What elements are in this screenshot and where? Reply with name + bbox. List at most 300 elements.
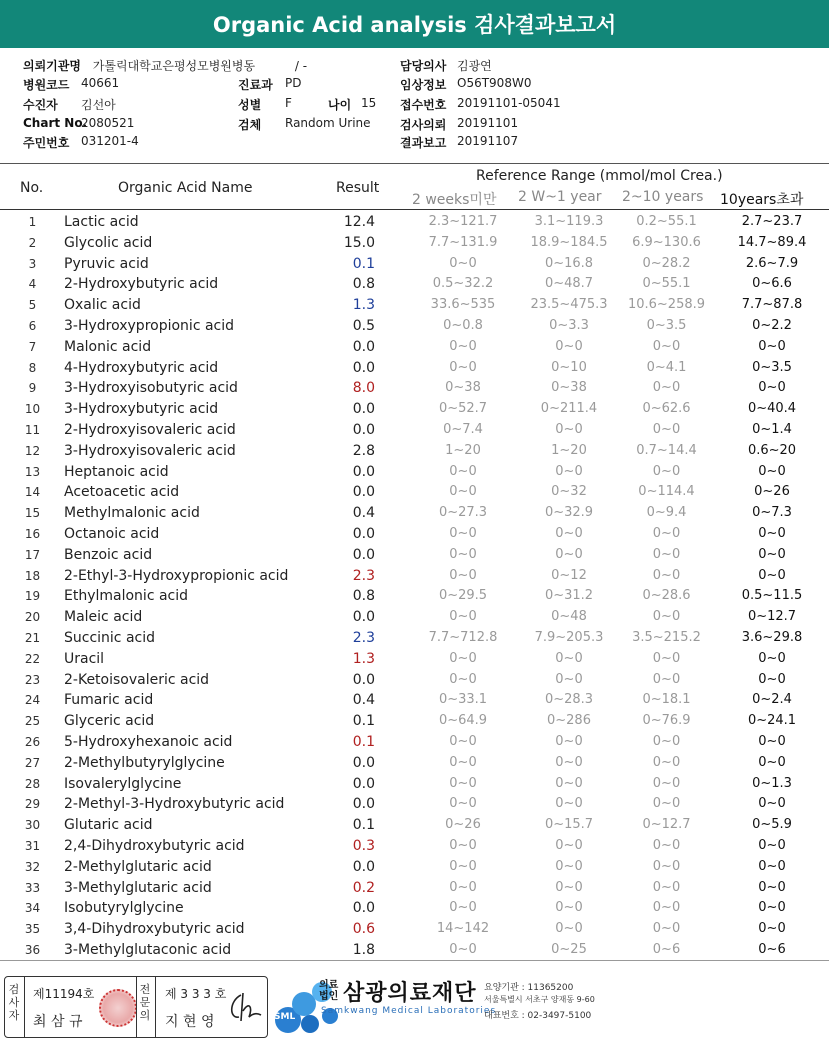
row-number: 9 xyxy=(28,381,37,396)
ref-range-2w-1y: 0~0 xyxy=(555,525,583,541)
ref-range-over-10y: 0~6.6 xyxy=(752,276,792,292)
table-bottom-divider xyxy=(0,960,829,961)
ref-range-under-2-weeks: 33.6~535 xyxy=(430,297,496,313)
acid-name: Oxalic acid xyxy=(64,297,141,314)
report-row xyxy=(400,134,519,151)
sml-logo-abbr: SML xyxy=(274,1012,296,1022)
acid-name: 3-Hydroxyisovaleric acid xyxy=(64,442,236,459)
ref-range-over-10y: 0~5.9 xyxy=(752,817,792,833)
row-number: 32 xyxy=(24,859,41,874)
ref-range-2-10y: 0~0 xyxy=(652,546,681,562)
ref-range-over-10y: 0~0 xyxy=(758,671,786,687)
result-value: 15.0 xyxy=(343,234,375,251)
ref-range-2w-1y: 0~0 xyxy=(555,879,583,895)
col-result-header: Result xyxy=(336,180,380,196)
ref-range-2-10y: 0~0 xyxy=(652,858,681,874)
ref-range-under-2-weeks: 0~33.1 xyxy=(438,692,488,708)
ref-range-2w-1y: 23.5~475.3 xyxy=(530,297,608,313)
table-row xyxy=(0,898,829,919)
ref-range-over-10y: 0~3.5 xyxy=(752,359,792,375)
result-value: 2.8 xyxy=(352,442,375,459)
result-value: 0.0 xyxy=(352,754,375,771)
table-row xyxy=(0,212,829,233)
table-row xyxy=(0,690,829,711)
ref-range-under-2-weeks: 0~26 xyxy=(445,817,481,833)
receipt-value: 20191101-05041 xyxy=(457,96,561,110)
acid-name: 3,4-Dihydroxybutyric acid xyxy=(64,921,245,938)
ref-range-2w-1y: 0~0 xyxy=(555,338,583,354)
ref-range-2w-1y: 18.9~184.5 xyxy=(530,234,608,250)
ref-range-over-10y: 0~0 xyxy=(758,567,786,583)
ref-range-under-2-weeks: 0~0 xyxy=(449,546,477,562)
row-number: 24 xyxy=(24,693,41,708)
ref-col-1-header: 2 weeks미만 xyxy=(412,192,497,208)
row-number: 15 xyxy=(24,506,41,521)
acid-name: Malonic acid xyxy=(64,338,152,355)
row-number: 29 xyxy=(24,797,41,812)
ref-col-2-header: 2 W~1 year xyxy=(518,189,602,205)
ref-range-under-2-weeks: 7.7~131.9 xyxy=(428,234,498,250)
ref-range-2w-1y: 0~0 xyxy=(555,733,583,749)
ref-range-2-10y: 0~0 xyxy=(652,879,681,895)
ref-range-under-2-weeks: 0~0 xyxy=(449,796,477,812)
acid-name: 2,4-Dihydroxybutyric acid xyxy=(64,837,245,854)
ref-range-2-10y: 0.2~55.1 xyxy=(636,214,697,229)
ref-range-over-10y: 0~0 xyxy=(758,338,786,354)
table-row xyxy=(0,274,829,295)
row-number: 26 xyxy=(24,734,41,749)
row-number: 30 xyxy=(24,818,41,833)
ref-range-over-10y: 0~0 xyxy=(758,900,786,916)
clinical-label: 임상정보 xyxy=(400,78,447,92)
table-row xyxy=(0,857,829,878)
ref-range-2-10y: 0~0 xyxy=(652,525,681,541)
ref-range-under-2-weeks: 0~0 xyxy=(449,484,477,500)
tester-id: 제11194호 xyxy=(33,987,95,1001)
table-row xyxy=(0,753,829,774)
ref-range-2-10y: 0~28.6 xyxy=(642,588,691,604)
table-row xyxy=(0,566,829,587)
ref-range-2-10y: 0~6 xyxy=(652,941,681,957)
row-number: 33 xyxy=(24,880,41,895)
header-divider xyxy=(0,163,829,164)
ref-range-over-10y: 0~0 xyxy=(758,796,786,812)
ref-range-under-2-weeks: 0~0 xyxy=(449,858,477,874)
ref-range-2w-1y: 0~0 xyxy=(555,650,583,666)
row-number: 14 xyxy=(24,485,41,500)
ref-range-2w-1y: 0~32.9 xyxy=(544,505,594,521)
table-row xyxy=(0,919,829,940)
tester-seal-icon xyxy=(99,989,137,1027)
ref-range-over-10y: 0~0 xyxy=(758,754,786,770)
tester-name: 최 삼 규 xyxy=(33,1014,83,1030)
chart-no-row xyxy=(23,116,135,130)
acid-name: 2-Ethyl-3-Hydroxypropionic acid xyxy=(64,567,289,584)
ref-range-2-10y: 0~12.7 xyxy=(642,817,691,833)
ref-range-2w-1y: 0~38 xyxy=(551,380,587,396)
ref-range-2-10y: 0~0 xyxy=(652,775,681,791)
tester-divider xyxy=(24,977,25,1037)
result-value: 1.3 xyxy=(352,297,375,314)
row-number: 20 xyxy=(24,610,41,625)
ref-col-3-header: 2~10 years xyxy=(622,189,704,205)
table-row xyxy=(0,836,829,857)
result-value: 0.0 xyxy=(352,858,375,875)
sex-label: 성별 xyxy=(238,98,262,112)
ref-range-2w-1y: 0~0 xyxy=(555,421,583,437)
result-value: 0.0 xyxy=(352,546,375,563)
col-name-header: Organic Acid Name xyxy=(118,180,253,196)
acid-name: Heptanoic acid xyxy=(64,463,169,480)
table-row xyxy=(0,607,829,628)
result-value: 0.5 xyxy=(352,317,375,334)
chart-no-value: 2080521 xyxy=(81,116,135,130)
table-row xyxy=(0,378,829,399)
ref-range-over-10y: 0~0 xyxy=(758,650,786,666)
ref-range-2-10y: 0~0 xyxy=(652,650,681,666)
result-value: 0.0 xyxy=(352,359,375,376)
ref-range-2-10y: 0~18.1 xyxy=(642,692,691,708)
specimen-row xyxy=(238,116,371,133)
row-number: 1 xyxy=(28,215,37,229)
acid-name: Benzoic acid xyxy=(64,546,153,563)
specialist-id: 제 3 3 3 호 xyxy=(165,987,227,1001)
org-english-name: Samkwang Medical Laboratories xyxy=(321,1006,497,1016)
table-row xyxy=(0,441,829,462)
acid-name: 2-Hydroxyisovaleric acid xyxy=(64,421,236,438)
ref-range-2w-1y: 0~0 xyxy=(555,858,583,874)
dept-value: PD xyxy=(285,76,302,90)
acid-name: 3-Hydroxypropionic acid xyxy=(64,317,235,334)
table-row xyxy=(0,670,829,691)
result-value: 0.0 xyxy=(352,525,375,542)
ref-range-2-10y: 0~4.1 xyxy=(646,359,687,375)
ref-range-under-2-weeks: 0~0 xyxy=(449,255,477,271)
acid-name: Maleic acid xyxy=(64,609,143,626)
table-row xyxy=(0,815,829,836)
ref-range-2-10y: 6.9~130.6 xyxy=(632,234,701,250)
ref-range-over-10y: 0~0 xyxy=(758,546,786,562)
acid-name: Octanoic acid xyxy=(64,525,160,542)
column-header-divider xyxy=(0,209,829,210)
age-label: 나이 xyxy=(328,98,352,112)
acid-name: Glutaric acid xyxy=(64,817,153,834)
ref-range-2-10y: 0~76.9 xyxy=(642,713,691,729)
ref-range-under-2-weeks: 0~0 xyxy=(449,671,477,687)
acid-name: Pyruvic acid xyxy=(64,255,149,272)
acid-name: 2-Methylglutaric acid xyxy=(64,858,212,875)
table-row xyxy=(0,503,829,524)
row-number: 35 xyxy=(24,922,41,937)
result-value: 1.8 xyxy=(352,941,375,958)
ref-range-2w-1y: 0~0 xyxy=(555,837,583,853)
result-value: 0.0 xyxy=(352,775,375,792)
ref-range-2-10y: 0~0 xyxy=(652,338,681,354)
result-value: 0.4 xyxy=(352,692,375,709)
row-number: 27 xyxy=(24,755,41,770)
acid-name: Methylmalonic acid xyxy=(64,505,200,522)
result-value: 0.0 xyxy=(352,609,375,626)
org-prefix: 의료법인 xyxy=(319,980,339,1002)
acid-name: 3-Hydroxyisobutyric acid xyxy=(64,380,238,397)
dept-row xyxy=(238,76,302,93)
id-row xyxy=(23,134,139,151)
ref-range-2w-1y: 0~0 xyxy=(555,796,583,812)
results-table xyxy=(0,212,829,961)
collector-value: 김선아 xyxy=(81,98,116,112)
table-row xyxy=(0,649,829,670)
ref-range-under-2-weeks: 0~0 xyxy=(449,609,477,625)
ref-range-over-10y: 0~0 xyxy=(758,733,786,749)
ref-range-under-2-weeks: 0~0 xyxy=(449,338,477,354)
ref-range-2-10y: 0~0 xyxy=(652,463,681,479)
ref-range-over-10y: 0~0 xyxy=(758,879,786,895)
table-row xyxy=(0,399,829,420)
row-number: 3 xyxy=(28,256,37,271)
ref-range-over-10y: 0~0 xyxy=(758,380,786,396)
ref-range-under-2-weeks: 0~0 xyxy=(449,900,477,916)
row-number: 18 xyxy=(24,568,41,583)
ref-range-under-2-weeks: 0~0 xyxy=(449,837,477,853)
table-row xyxy=(0,711,829,732)
acid-name: Isobutyrylglycine xyxy=(64,900,184,917)
result-value: 0.1 xyxy=(352,817,375,834)
ref-range-2-10y: 0~0 xyxy=(652,671,681,687)
table-row xyxy=(0,794,829,815)
ref-range-under-2-weeks: 0~0 xyxy=(449,733,477,749)
sex-value: F xyxy=(285,96,292,110)
institution-row xyxy=(23,57,307,74)
ref-range-2-10y: 0~114.4 xyxy=(638,484,695,500)
table-row xyxy=(0,233,829,254)
result-value: 0.0 xyxy=(352,900,375,917)
row-number: 23 xyxy=(24,672,41,687)
table-row xyxy=(0,774,829,795)
ref-range-2w-1y: 0~28.3 xyxy=(544,692,594,708)
ref-range-2-10y: 0~55.1 xyxy=(642,276,691,292)
result-value: 1.3 xyxy=(352,650,375,667)
ref-col-4-header: 10years초과 xyxy=(720,192,804,208)
result-value: 0.1 xyxy=(352,255,375,272)
ref-range-2w-1y: 0~211.4 xyxy=(540,401,598,417)
result-value: 2.3 xyxy=(352,629,375,646)
table-row xyxy=(0,254,829,275)
institution-code: 요양기관 : 11365200 xyxy=(484,983,574,993)
result-value: 0.1 xyxy=(352,733,375,750)
row-number: 21 xyxy=(24,630,41,645)
org-phone: 대표번호 : 02-3497-5100 xyxy=(484,1011,592,1021)
ref-range-2w-1y: 3.1~119.3 xyxy=(534,214,604,229)
specialist-name: 지 현 영 xyxy=(165,1014,215,1030)
ref-range-2-10y: 0~28.2 xyxy=(642,255,691,271)
row-number: 34 xyxy=(24,901,41,916)
ref-range-over-10y: 0~2.4 xyxy=(752,692,792,708)
ref-range-2-10y: 0~0 xyxy=(652,754,681,770)
ref-range-2w-1y: 0~10 xyxy=(551,359,587,375)
ref-range-2-10y: 0.7~14.4 xyxy=(636,442,697,458)
tester-label-text: 검사자 xyxy=(8,983,20,1022)
ref-range-under-2-weeks: 0~0 xyxy=(449,754,477,770)
ref-range-2w-1y: 0~48.7 xyxy=(544,276,594,292)
acid-name: Glycolic acid xyxy=(64,234,153,251)
ref-range-2-10y: 0~0 xyxy=(652,921,681,937)
ref-range-2w-1y: 0~286 xyxy=(547,713,591,729)
ref-range-over-10y: 0~0 xyxy=(758,463,786,479)
acid-name: 2-Ketoisovaleric acid xyxy=(64,671,210,688)
result-value: 0.0 xyxy=(352,338,375,355)
ref-range-under-2-weeks: 0~0 xyxy=(449,879,477,895)
table-row xyxy=(0,358,829,379)
acid-name: 3-Hydroxybutyric acid xyxy=(64,401,219,418)
ref-range-under-2-weeks: 0~0 xyxy=(449,463,477,479)
ref-range-under-2-weeks: 0~0 xyxy=(449,941,477,957)
row-number: 19 xyxy=(24,589,41,604)
row-number: 2 xyxy=(28,235,37,250)
row-number: 28 xyxy=(24,776,41,791)
ref-range-over-10y: 2.6~7.9 xyxy=(745,255,799,271)
table-row xyxy=(0,316,829,337)
ref-range-2-10y: 0~0 xyxy=(652,900,681,916)
ref-range-2w-1y: 0~25 xyxy=(551,941,587,957)
ref-range-over-10y: 0~1.4 xyxy=(752,421,792,437)
result-value: 0.8 xyxy=(352,276,375,293)
request-label: 검사의뢰 xyxy=(400,118,447,132)
acid-name: Fumaric acid xyxy=(64,692,154,709)
id-label: 주민번호 xyxy=(23,136,70,150)
ref-range-2w-1y: 0~15.7 xyxy=(544,817,594,833)
acid-name: 3-Methylglutaric acid xyxy=(64,879,212,896)
result-value: 2.3 xyxy=(352,567,375,584)
institution-label: 의뢰기관명 xyxy=(23,59,81,73)
collector-label: 수진자 xyxy=(23,98,58,112)
ref-range-2w-1y: 0~32 xyxy=(551,484,587,500)
table-row xyxy=(0,295,829,316)
receipt-row xyxy=(400,96,561,113)
receipt-label: 접수번호 xyxy=(400,98,447,112)
report-value: 20191107 xyxy=(457,134,519,148)
row-number: 16 xyxy=(24,526,41,541)
ref-range-2-10y: 0~0 xyxy=(652,567,681,583)
ref-range-under-2-weeks: 0~64.9 xyxy=(438,713,488,729)
ref-range-over-10y: 0.5~11.5 xyxy=(741,588,803,604)
ref-range-under-2-weeks: 0~27.3 xyxy=(438,505,488,521)
ref-range-2w-1y: 7.9~205.3 xyxy=(534,629,604,645)
ref-range-2w-1y: 0~0 xyxy=(555,775,583,791)
row-number: 31 xyxy=(24,838,41,853)
ref-range-under-2-weeks: 7.7~712.8 xyxy=(428,629,498,645)
acid-name: Ethylmalonic acid xyxy=(64,588,189,605)
ref-range-under-2-weeks: 1~20 xyxy=(445,442,481,458)
specimen-value: Random Urine xyxy=(285,116,371,130)
ref-range-2w-1y: 0~16.8 xyxy=(544,255,594,271)
doctor-row xyxy=(400,57,492,74)
ref-range-over-10y: 14.7~89.4 xyxy=(737,234,807,250)
result-value: 0.0 xyxy=(352,484,375,501)
dept-label: 진료과 xyxy=(238,78,273,92)
table-row xyxy=(0,420,829,441)
report-title: Organic Acid analysis 검사결과보고서 xyxy=(0,0,829,48)
doctor-value: 김광연 xyxy=(457,59,492,73)
col-no-header: No. xyxy=(20,180,44,196)
row-number: 36 xyxy=(24,942,41,957)
acid-name: 3-Methylglutaconic acid xyxy=(64,941,232,958)
ref-range-over-10y: 0~26 xyxy=(754,484,790,500)
specialist-divider-right xyxy=(155,977,156,1037)
specimen-label: 검체 xyxy=(238,118,262,132)
result-value: 0.8 xyxy=(352,588,375,605)
chart-no-label: Chart No. xyxy=(23,116,88,130)
ref-range-2-10y: 0~62.6 xyxy=(642,401,691,417)
result-value: 0.2 xyxy=(352,879,375,896)
acid-name: 5-Hydroxyhexanoic acid xyxy=(64,733,233,750)
org-name: 삼광의료재단 xyxy=(343,981,477,1006)
specialist-label xyxy=(139,983,153,1022)
acid-name: Acetoacetic acid xyxy=(64,484,180,501)
ref-range-2w-1y: 0~0 xyxy=(555,900,583,916)
row-number: 10 xyxy=(24,402,41,417)
acid-name: Isovalerylglycine xyxy=(64,775,182,792)
ref-range-2-10y: 0~0 xyxy=(652,733,681,749)
ref-range-2w-1y: 0~0 xyxy=(555,463,583,479)
ref-range-under-2-weeks: 0~0 xyxy=(449,650,477,666)
row-number: 8 xyxy=(28,360,37,375)
table-row xyxy=(0,524,829,545)
tester-label xyxy=(8,983,22,1022)
row-number: 17 xyxy=(24,547,41,562)
hospital-code-label: 병원코드 xyxy=(23,78,70,92)
ref-range-over-10y: 0~6 xyxy=(758,941,786,957)
age-value: 15 xyxy=(361,96,377,110)
ref-range-2w-1y: 0~12 xyxy=(551,567,587,583)
ref-range-under-2-weeks: 0~29.5 xyxy=(438,588,488,604)
row-number: 6 xyxy=(28,318,37,333)
acid-name: 2-Methyl-3-Hydroxybutyric acid xyxy=(64,796,285,813)
result-value: 0.0 xyxy=(352,421,375,438)
ref-range-under-2-weeks: 0~7.4 xyxy=(443,421,483,437)
ref-range-under-2-weeks: 0~0 xyxy=(449,567,477,583)
ref-range-under-2-weeks: 0~0.8 xyxy=(443,317,483,333)
row-number: 7 xyxy=(28,339,37,354)
acid-name: 2-Hydroxybutyric acid xyxy=(64,276,219,293)
acid-name: Uracil xyxy=(64,650,105,667)
result-value: 0.4 xyxy=(352,505,375,522)
table-row xyxy=(0,462,829,483)
ref-range-under-2-weeks: 0~0 xyxy=(449,525,477,541)
ref-range-2w-1y: 0~48 xyxy=(551,609,587,625)
institution-value: 가톨릭대학교은평성모병원병동 xyxy=(92,59,256,73)
table-row xyxy=(0,878,829,899)
ref-range-2-10y: 10.6~258.9 xyxy=(627,297,706,313)
ref-range-2w-1y: 0~0 xyxy=(555,671,583,687)
ref-range-over-10y: 7.7~87.8 xyxy=(741,297,803,313)
ref-range-2w-1y: 0~0 xyxy=(555,546,583,562)
ref-range-over-10y: 0~1.3 xyxy=(752,775,792,791)
result-value: 0.0 xyxy=(352,796,375,813)
id-value: 031201-4 xyxy=(81,134,139,148)
ref-range-over-10y: 0~0 xyxy=(758,837,786,853)
ref-range-title: Reference Range (mmol/mol Crea.) xyxy=(476,168,723,184)
ref-range-over-10y: 0~24.1 xyxy=(747,713,797,729)
result-value: 0.3 xyxy=(352,837,375,854)
table-row xyxy=(0,337,829,358)
ref-range-2-10y: 0~0 xyxy=(652,421,681,437)
row-number: 25 xyxy=(24,714,41,729)
ref-range-over-10y: 0~12.7 xyxy=(747,609,797,625)
row-number: 12 xyxy=(24,443,41,458)
ref-range-2-10y: 0~0 xyxy=(652,380,681,396)
ref-range-2-10y: 0~0 xyxy=(652,796,681,812)
ref-range-over-10y: 0~40.4 xyxy=(747,401,797,417)
